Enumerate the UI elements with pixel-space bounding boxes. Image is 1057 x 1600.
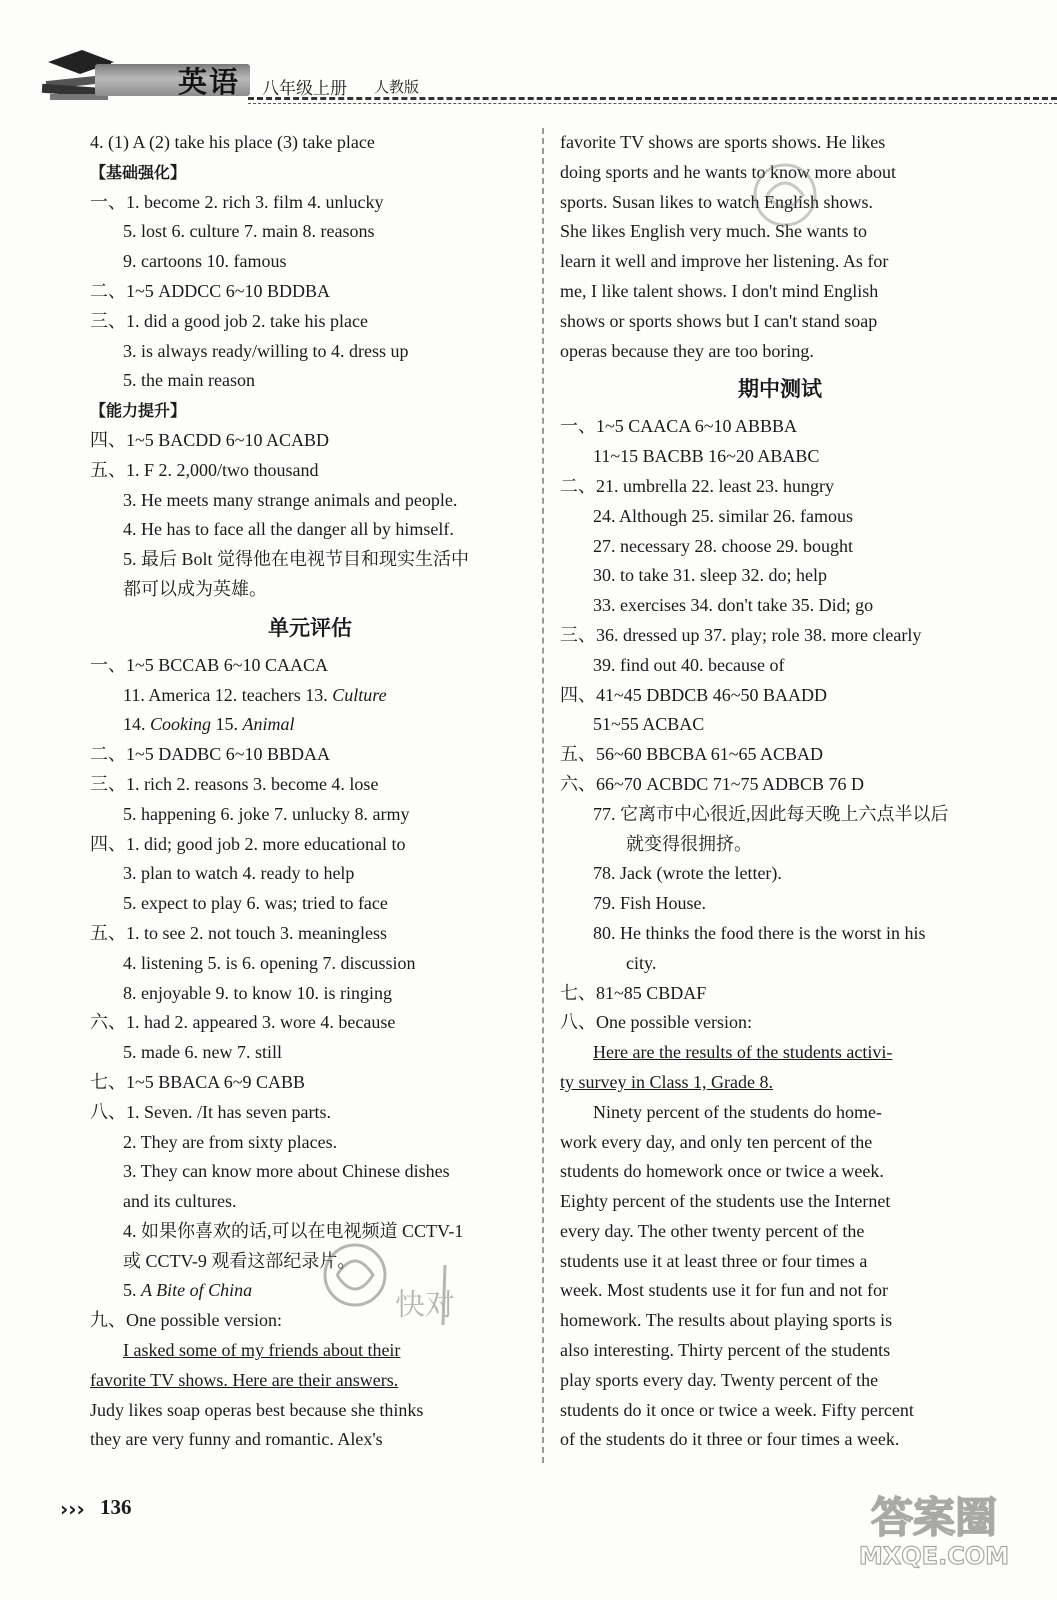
answer-line: 27. necessary 28. choose 29. bought (593, 535, 853, 556)
column-divider (542, 128, 544, 1463)
answer-line: 七、1~5 BBACA 6~9 CABB (90, 1071, 306, 1092)
answer-line: 9. cartoons 10. famous (123, 251, 287, 272)
answer-line: 3. is always ready/willing to 4. dress up (123, 340, 409, 361)
footer-arrows: ››› (60, 1497, 85, 1521)
answer-line: students use it at least three or four times a (560, 1250, 868, 1271)
answer-line: they are very funny and romantic. Alex's (90, 1429, 383, 1450)
answer-line: 5. A Bite of China (123, 1280, 253, 1301)
answer-line: 24. Although 25. similar 26. famous (593, 505, 853, 526)
answer-line: homework. The results about playing sports is (560, 1310, 893, 1331)
answer-line: 78. Jack (wrote the letter). (593, 863, 782, 884)
watermark-top: 答案圈 (870, 1493, 998, 1542)
answer-line: operas because they are too boring. (560, 340, 814, 361)
answer-line: 3. They can know more about Chinese dishes (123, 1161, 450, 1182)
answer-line: ty survey in Class 1, Grade 8. (560, 1071, 773, 1092)
answer-line: 11. America 12. teachers 13. Culture (123, 684, 387, 705)
answer-line: 六、1. had 2. appeared 3. wore 4. because (90, 1012, 396, 1033)
answer-line: 五、56~60 BBCBA 61~65 ACBAD (560, 744, 824, 765)
stamp-seal (315, 1205, 465, 1335)
answer-line: Eighty percent of the students use the Internet (560, 1191, 891, 1212)
answer-line: week. Most students use it for fun and not for (560, 1280, 888, 1301)
answer-line: 八、One possible version: (560, 1012, 752, 1033)
answer-line: 2. They are from sixty places. (123, 1131, 338, 1152)
answer-line: 四、1~5 BACDD 6~10 ACABD (90, 429, 330, 450)
watermark-bottom: MXQE.COM (858, 1542, 1010, 1570)
answer-line: favorite TV shows. Here are their answers. (90, 1369, 399, 1390)
page-header (0, 0, 1057, 105)
answer-line: 一、1. become 2. rich 3. film 4. unlucky (90, 191, 384, 212)
answer-line: She likes English very much. She wants to (560, 221, 867, 242)
answer-line: 二、1~5 ADDCC 6~10 BDDBA (90, 280, 330, 301)
header-rule (248, 97, 1057, 100)
answer-line: 14. Cooking 15. Animal (123, 714, 295, 735)
answer-line: 3. He meets many strange animals and people. (123, 489, 458, 510)
answer-line: 5. happening 6. joke 7. unlucky 8. army (123, 803, 410, 824)
answer-line: students do it once or twice a week. Fifty percent (560, 1399, 914, 1420)
section-title: 期中测试 (738, 377, 822, 402)
answer-line: and its cultures. (123, 1191, 237, 1212)
answer-line: 五、1. to see 2. not touch 3. meaningless (90, 922, 387, 943)
edition-label: 人教版 (374, 78, 420, 96)
answer-line: of the students do it three or four times a week. (560, 1429, 900, 1450)
answer-line: 九、One possible version: (90, 1310, 282, 1331)
answer-line: 二、1~5 DADBC 6~10 BBDAA (90, 744, 330, 765)
answer-line: every day. The other twenty percent of the (560, 1220, 865, 1241)
answer-line: 就变得很拥挤。 (626, 833, 752, 854)
grade-label: 八年级上册 (262, 79, 347, 99)
answer-line: sports. Susan likes to watch English shows. (560, 191, 873, 212)
answer-line: learn it well and improve her listening. As for (560, 251, 889, 272)
answer-line: doing sports and he wants to know more about (560, 161, 896, 182)
stamp-text: 快对 (395, 1288, 455, 1323)
stamp-seal-right (735, 150, 855, 270)
header-rule-thin (248, 103, 1057, 104)
answer-line: 三、36. dressed up 37. play; role 38. more clearly (560, 624, 922, 645)
answer-line: 51~55 ACBAC (593, 714, 705, 735)
answer-line: 4. He has to face all the danger all by himself. (123, 519, 454, 540)
answer-line: Here are the results of the students activi- (593, 1042, 893, 1063)
answer-line: 都可以成为英雄。 (123, 578, 267, 599)
answer-line: favorite TV shows are sports shows. He likes (560, 132, 886, 152)
answer-line: 39. find out 40. because of (593, 654, 785, 675)
answer-line: 3. plan to watch 4. ready to help (123, 863, 355, 884)
answer-line: 5. 最后 Bolt 觉得他在电视节目和现实生活中 (123, 549, 470, 570)
answer-line: 四、41~45 DBDCB 46~50 BAADD (560, 684, 827, 705)
answer-line: 79. Fish House. (593, 893, 707, 914)
answer-line: 一、1~5 BCCAB 6~10 CAACA (90, 654, 329, 675)
answer-line: 11~15 BACBB 16~20 ABABC (593, 446, 820, 467)
answer-line: 8. enjoyable 9. to know 10. is ringing (123, 982, 392, 1003)
watermark-logo (839, 1482, 1029, 1572)
answer-line: 二、21. umbrella 22. least 23. hungry (560, 475, 834, 496)
answer-line: 五、1. F 2. 2,000/two thousand (90, 459, 319, 480)
answer-line: 80. He thinks the food there is the worst in his (593, 922, 926, 943)
answer-line: 【能力提升】 (90, 401, 187, 421)
answer-line: I asked some of my friends about their (123, 1340, 401, 1361)
answer-line: 四、1. did; good job 2. more educational to (90, 833, 406, 854)
answer-line: work every day, and only ten percent of the (560, 1131, 873, 1152)
answer-line: students do homework once or twice a week. (560, 1161, 884, 1182)
answer-line: 4. (1) A (2) take his place (3) take place (90, 132, 375, 152)
answer-line: 六、66~70 ACBDC 71~75 ADBCB 76 D (560, 773, 865, 794)
answer-line: 77. 它离市中心很近,因此每天晚上六点半以后 (593, 803, 949, 824)
subject-title: 英语 (178, 65, 241, 99)
answer-line: 八、1. Seven. /It has seven parts. (90, 1101, 331, 1122)
right-column (560, 128, 1000, 1455)
answer-line: 七、81~85 CBDAF (560, 982, 707, 1003)
answer-line: me, I like talent shows. I don't mind English (560, 280, 879, 301)
answer-line: Judy likes soap operas best because she thinks (90, 1399, 424, 1420)
answer-line: 三、1. did a good job 2. take his place (90, 310, 368, 331)
answer-line: 5. lost 6. culture 7. main 8. reasons (123, 221, 375, 242)
answer-line: 33. exercises 34. don't take 35. Did; go (593, 595, 874, 616)
answer-line: play sports every day. Twenty percent of the (560, 1369, 879, 1390)
answer-line: city. (626, 952, 657, 973)
answer-line: 【基础强化】 (90, 162, 187, 182)
page-number: 136 (100, 1495, 132, 1519)
answer-line: 或 CCTV-9 观看这部纪录片。 (123, 1250, 356, 1271)
answer-line: Ninety percent of the students do home- (593, 1101, 882, 1122)
answer-line: also interesting. Thirty percent of the students (560, 1340, 891, 1361)
section-title: 单元评估 (268, 615, 352, 640)
answer-line: 5. the main reason (123, 370, 255, 391)
answer-line: 三、1. rich 2. reasons 3. become 4. lose (90, 773, 379, 794)
answer-line: 30. to take 31. sleep 32. do; help (593, 565, 827, 586)
answer-line: shows or sports shows but I can't stand soap (560, 310, 878, 331)
answer-line: 5. expect to play 6. was; tried to face (123, 893, 388, 914)
answer-line: 5. made 6. new 7. still (123, 1042, 282, 1063)
answer-line: 4. 如果你喜欢的话,可以在电视频道 CCTV-1 (123, 1220, 464, 1241)
answer-line: 一、1~5 CAACA 6~10 ABBBA (560, 416, 798, 437)
answer-line: 4. listening 5. is 6. opening 7. discussion (123, 952, 416, 973)
